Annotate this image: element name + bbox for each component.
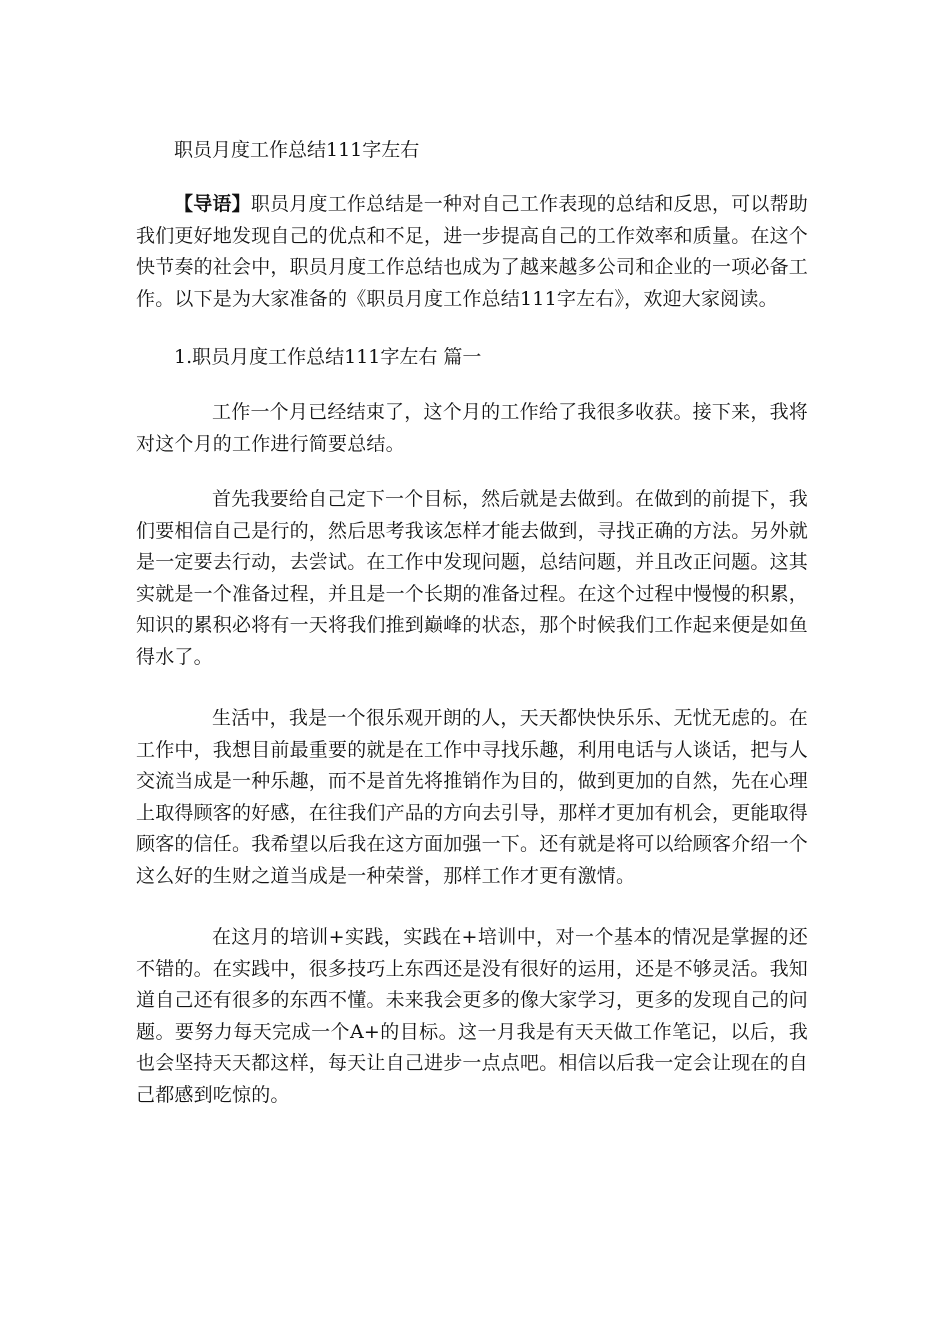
section-heading: 1.职员月度工作总结111字左右 篇一 bbox=[174, 346, 482, 368]
body-paragraph-4: 在这月的培训+实践，实践在+培训中，对一个基本的情况是掌握的还不错的。在实践中，很多技巧上东西还是没有很好的运用，还是不够灵活。我知道自己还有很多的东西不懂。未来我会更多的像大家学习，更多的发现自己的问题。要努力每天完成一个A+的目标。这一月我是有天天做工作笔记，以后，我也会坚持天天都这样，每天让自己进步一点点吧。相信以后我一定会让现在的自己都感到吃惊的。 bbox=[136, 926, 809, 1106]
body-paragraph-2: 首先我要给自己定下一个目标，然后就是去做到。在做到的前提下，我们要相信自己是行的，然后思考我该怎样才能去做到，寻找正确的方法。另外就是一定要去行动，去尝试。在工作中发现问题，总结问题，并且改正问题。这其实就是一个准备过程，并且是一个长期的准备过程。在这个过程中慢慢的积累，知识的累积必将有一天将我们推到巅峰的状态，那个时候我们工作起来便是如鱼得水了。 bbox=[136, 488, 809, 668]
body-paragraph-3: 生活中，我是一个很乐观开朗的人，天天都快快乐乐、无忧无虑的。在工作中，我想目前最重要的就是在工作中寻找乐趣，利用电话与人谈话，把与人交流当成是一种乐趣，而不是首先将推销作为目的，做到更加的自然，先在心理上取得顾客的好感，在往我们产品的方向去引导，那样才更加有机会，更能取得顾客的信任。我希望以后我在这方面加强一下。还有就是将可以给顾客介绍一个这么好的生财之道当成是一种荣誉，那样工作才更有激情。 bbox=[136, 707, 809, 887]
intro-text: 职员月度工作总结是一种对自己工作表现的总结和反思，可以帮助我们更好地发现自己的优点和不足，进一步提高自己的工作效率和质量。在这个快节奏的社会中，职员月度工作总结也成为了越来越多公司和企业的一项必备工作。以下是为大家准备的《职员月度工作总结111字左右》，欢迎大家阅读。 bbox=[136, 193, 809, 310]
body-paragraph-1: 工作一个月已经结束了，这个月的工作给了我很多收获。接下来，我将对这个月的工作进行简要总结。 bbox=[136, 401, 808, 455]
intro-paragraph bbox=[136, 189, 808, 315]
intro-label: 【导语】 bbox=[174, 193, 251, 215]
document-title: 职员月度工作总结111字左右 bbox=[174, 139, 420, 161]
